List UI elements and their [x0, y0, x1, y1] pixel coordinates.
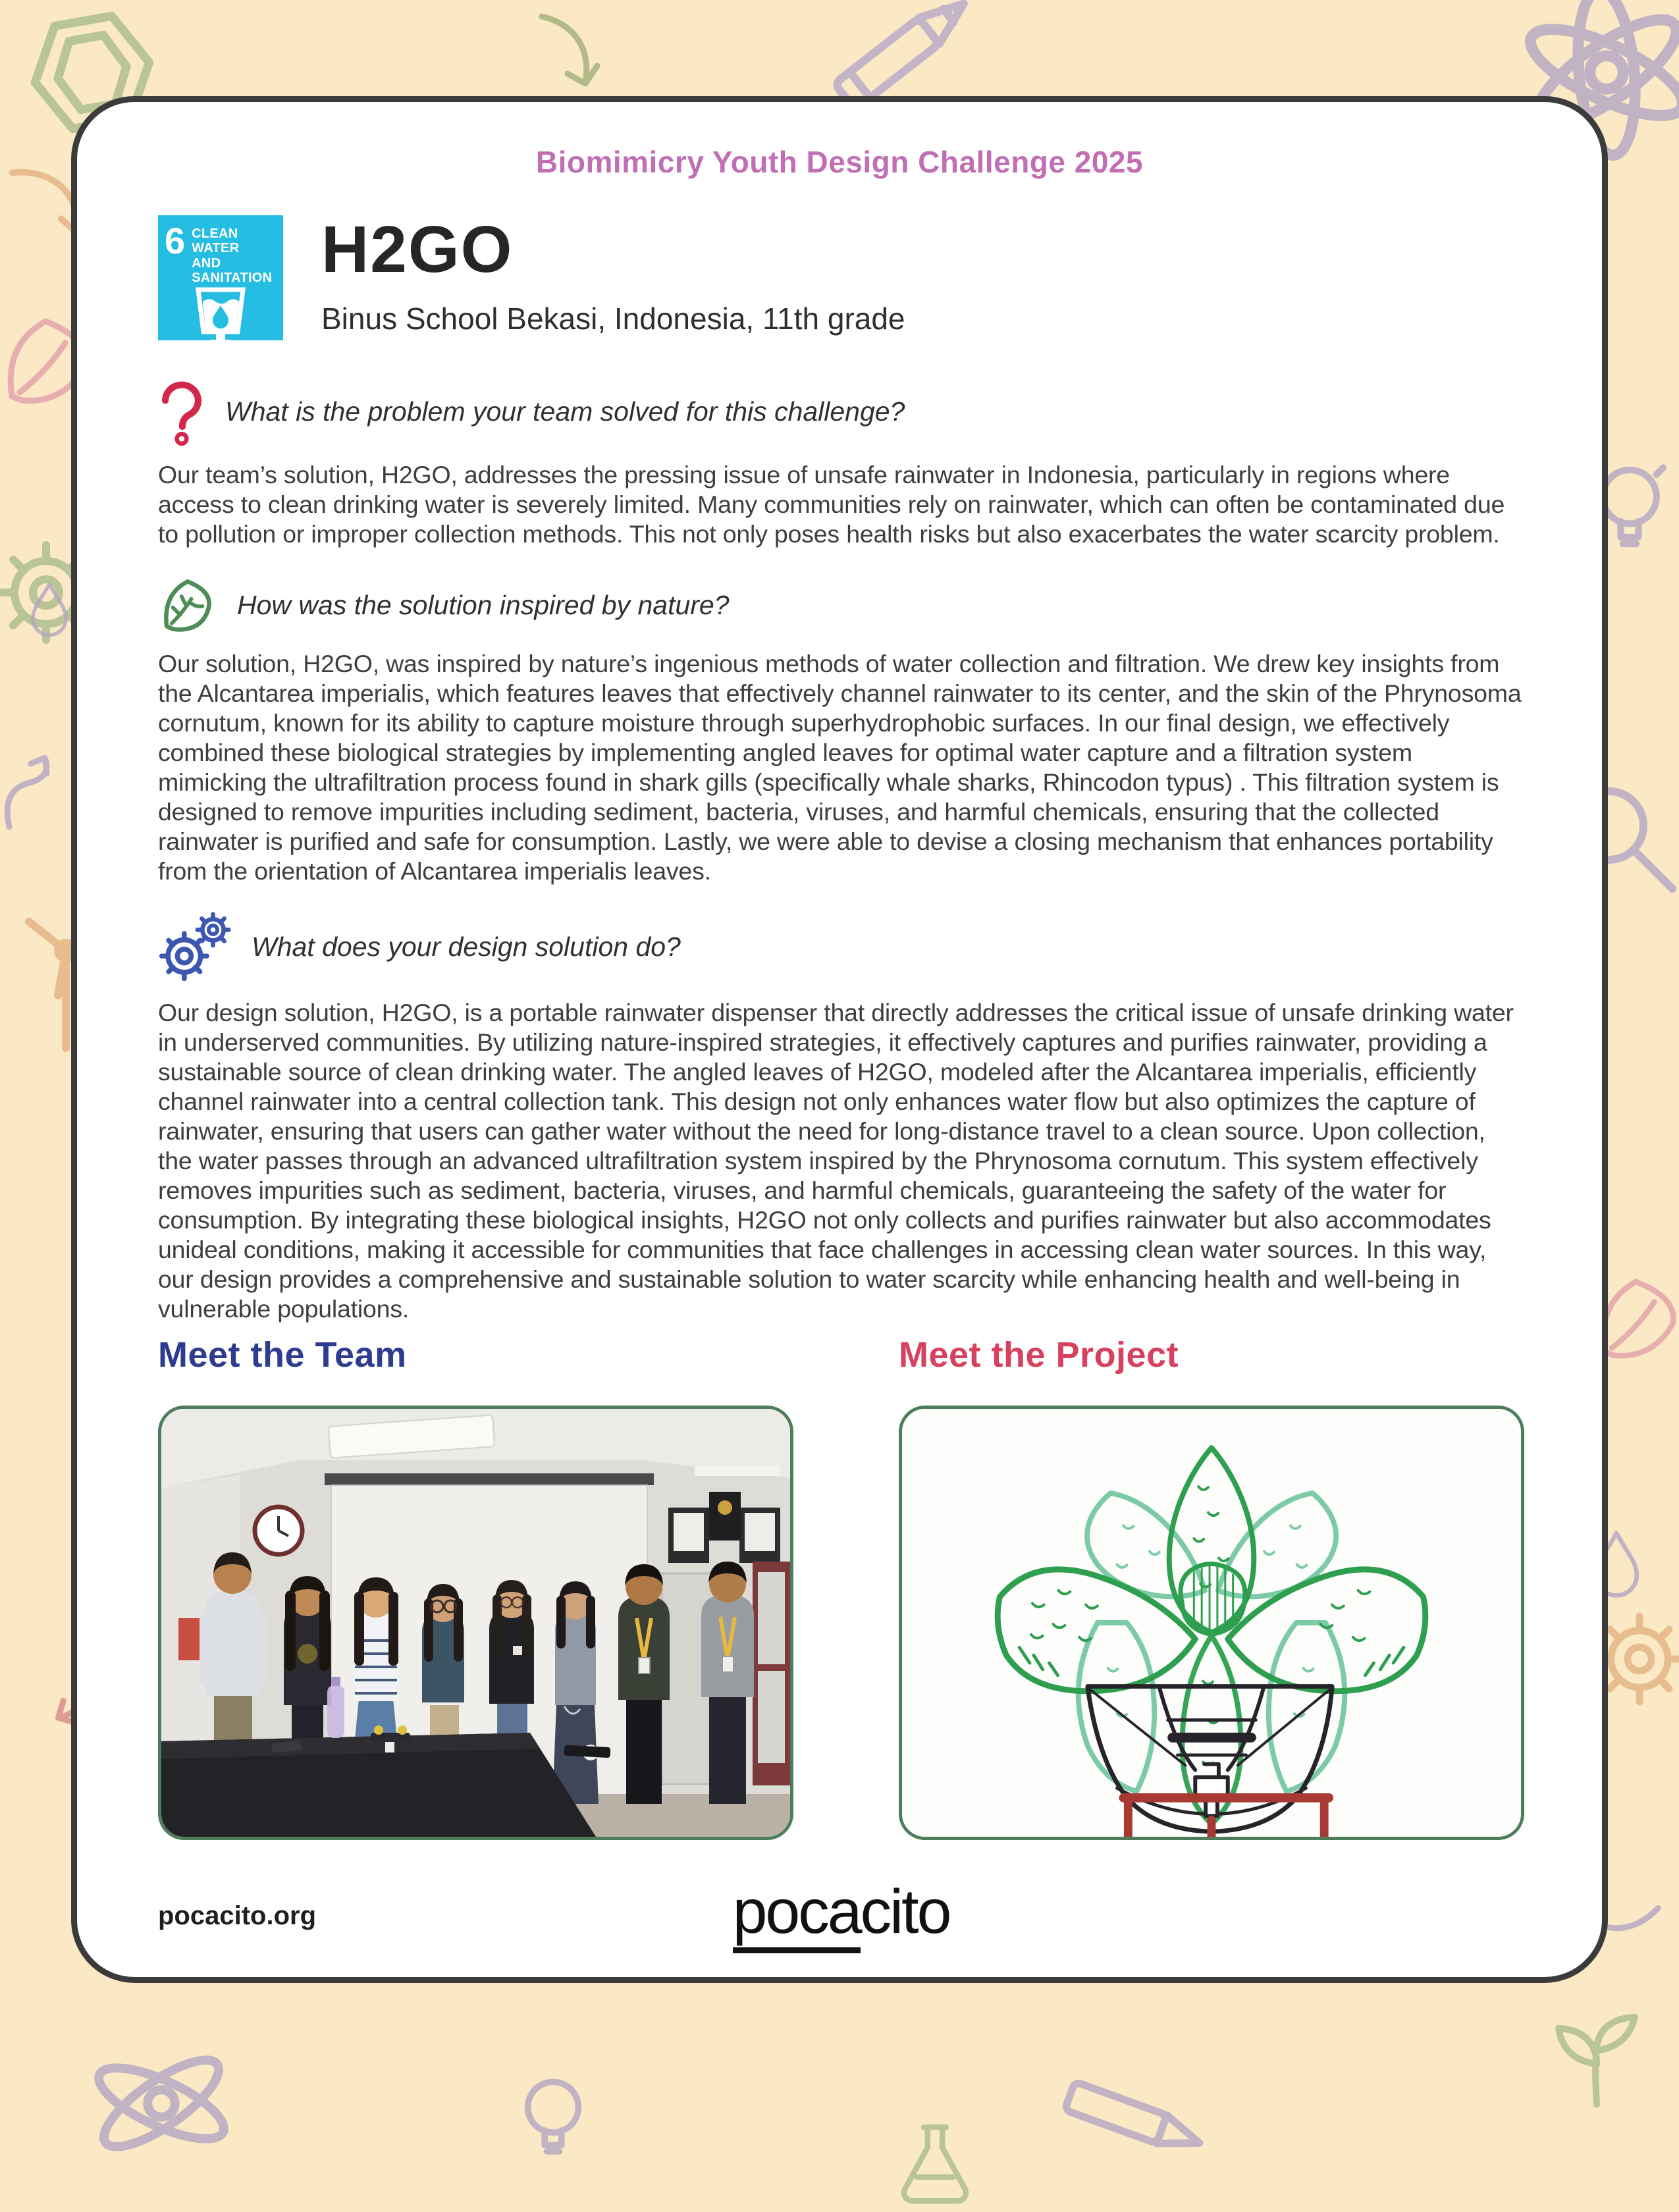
team-photo-illustration	[161, 1409, 790, 1837]
answer-text-nature: Our solution, H2GO, was inspired by nature’s ingenious methods of water collection and filtration. We drew key insights from the Alcantarea imperialis, which features leaves that effectively channel rainwater to its center, and the skin of the Phrynosoma cornutum, known for its ability to capture moisture through superhydrophobic surfaces. In our final design, we effectively combined these biological strategies by implementing angled leaves for optimal water capture and a filtration system mimicking the ultrafiltration process found in shark gills (specifically whale sharks, Rhincodon typus) . This filtration system is designed to remove impurities including sediment, bacteria, viruses, and harmful chemicals, ensuring that the collected rainwater is purified and safe for consumption. Lastly, we were able to devise a closing mechanism that enhances portability from the orientation of Alcantarea imperialis leaves.	[158, 650, 1522, 885]
question-text: How was the solution inspired by nature?	[237, 589, 730, 620]
team-photo	[158, 1406, 793, 1840]
doodle-pencil-icon	[1055, 2069, 1215, 2171]
question-row-problem	[158, 377, 1524, 446]
title-block	[321, 215, 905, 336]
project-sketch	[899, 1406, 1524, 1840]
pocacito-logo-rest: cito	[860, 1877, 950, 1947]
doodle-lightbulb-icon	[500, 2067, 606, 2172]
question-mark-icon	[158, 377, 205, 446]
water-glass-icon	[189, 286, 252, 354]
doodle-sprout-icon	[1541, 2001, 1653, 2113]
doodle-flask-icon	[889, 2120, 981, 2212]
sdg-label-line1: CLEAN WATER	[192, 226, 240, 256]
question-text: What is the problem your team solved for this challenge?	[225, 396, 905, 427]
answer-text-design: Our design solution, H2GO, is a portable rainwater dispenser that directly addresses the critical issue of unsafe drinking water in underserved communities. By utilizing nature-inspired strategies, it effectively captures and purifies rainwater, providing a sustainable source of clean drinking water. The angled leaves of H2GO, modeled after the Alcantarea imperialis, efficiently channel rainwater into a central collection tank. This design not only enhances water flow but also optimizes the capture of rainwater, ensuring that users can gather water without the need for long-distance travel to a clean source. Upon collection, the water passes through an advanced ultrafiltration system inspired by the Phrynosoma cornutum. This system effectively removes impurities such as sediment, bacteria, viruses, and harmful chemicals, guaranteeing the safety of the water for consumption. By integrating these biological insights, H2GO not only collects and purifies rainwater but also accommodates unideal conditions, making it accessible for communities that face challenges in accessing clean water sources. In this way, our design provides a comprehensive and sustainable solution to water scarcity while enhancing health and well-being in vulnerable populations.	[158, 999, 1514, 1323]
flyer-card	[71, 96, 1608, 1983]
project-column	[899, 1334, 1524, 1840]
question-answer-sections	[158, 377, 1524, 1324]
project-title: H2GO	[321, 213, 514, 286]
title-row	[158, 215, 905, 340]
doodle-drop-icon	[20, 579, 79, 639]
meet-the-project-heading: Meet the Project	[899, 1335, 1179, 1375]
project-sketch-illustration	[902, 1409, 1521, 1837]
meet-the-team-heading: Meet the Team	[158, 1335, 407, 1375]
sdg-label	[192, 226, 277, 286]
question-row-design	[158, 910, 1524, 984]
website-url: pocacito.org	[158, 1901, 317, 1930]
footer	[158, 1872, 1524, 1951]
project-school: Binus School Bekasi, Indonesia, 11th grade	[321, 302, 905, 336]
page-title: Biomimicry Youth Design Challenge 2025	[535, 145, 1144, 179]
leaf-icon	[158, 575, 217, 635]
doodle-atom-icon	[86, 2028, 237, 2179]
pocacito-logo	[158, 1876, 1524, 1948]
sdg-number: 6	[165, 220, 186, 261]
question-row-nature	[158, 575, 1524, 635]
sdg-label-line2: AND SANITATION	[192, 255, 273, 286]
pocacito-logo-underlined: poca	[733, 1877, 861, 1953]
gears-icon	[158, 910, 232, 984]
team-column	[158, 1334, 793, 1840]
answer-text-problem: Our team’s solution, H2GO, addresses the pressing issue of unsafe rainwater in Indonesia, particularly in regions where access to clean drinking water is severely limited. Many communities rely on rainwater, which can often be contaminated due to pollution or improper collection methods. This not only poses health risks but also exacerbates the water scarcity problem.	[158, 461, 1505, 548]
sdg6-clean-water-badge	[158, 215, 283, 340]
question-text: What does your design solution do?	[252, 931, 681, 962]
doodle-arrow-icon	[520, 7, 619, 105]
meet-section	[158, 1334, 1524, 1840]
